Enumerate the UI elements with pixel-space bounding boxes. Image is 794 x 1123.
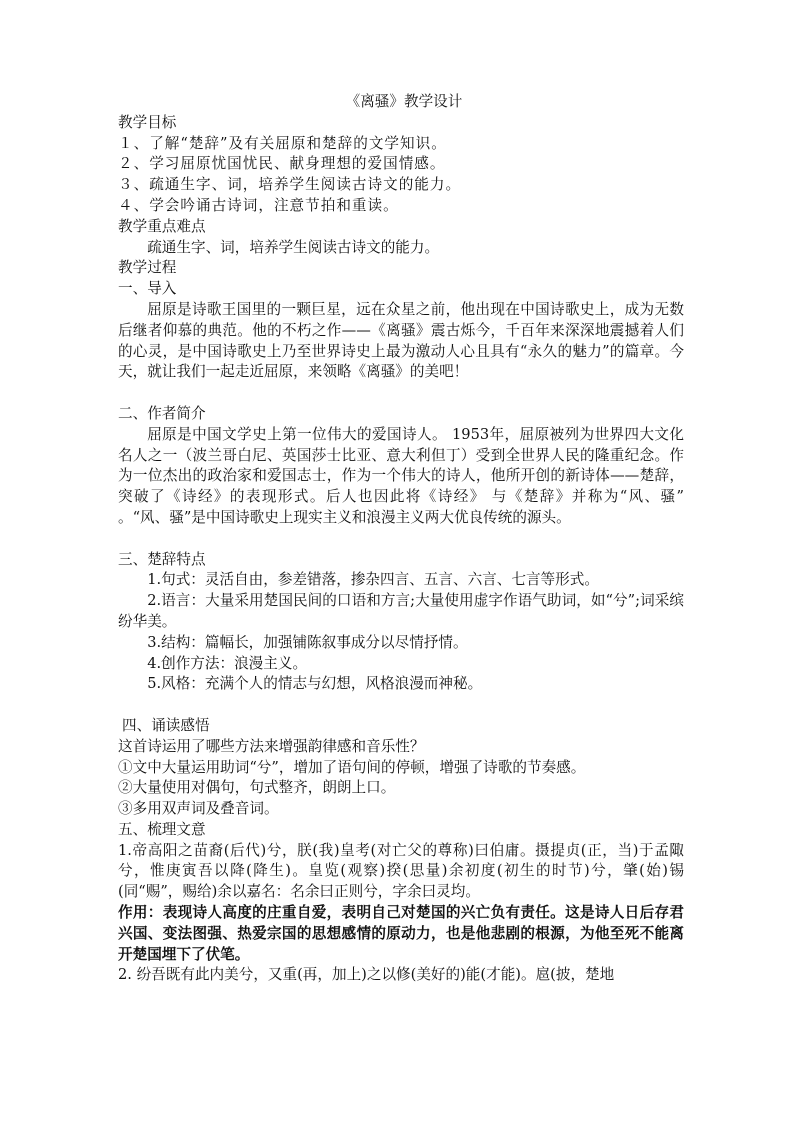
intro-text: 屈原是诗歌王国里的一颗巨星，远在众星之前，他出现在中国诗歌史上，成为无数后继者仰慕的典范。他的不朽之作——《离骚》震古烁今，千百年来深深地震撼着人们的心灵，是中国诗歌史上乃至世界诗史上最为激动人心且具有“永久的魅力”的篇章。今天，就让我们一起走近屈原，来领略《离骚》的美吧！ xyxy=(118,300,684,381)
feature-item: 3.结构：篇幅长，加强铺陈叙事成分以尽情抒情。 xyxy=(147,633,468,651)
meaning-heading: 五、梳理文意 xyxy=(118,820,206,838)
spacer xyxy=(118,529,684,550)
spacer xyxy=(118,695,684,716)
goal-item: ３、疏通生字、词，培养学生阅读古诗文的能力。 xyxy=(118,176,462,194)
goal-item: ２、学习屈原忧国忧民、献身理想的爱国情感。 xyxy=(118,155,446,173)
document-page xyxy=(118,92,684,986)
author-heading: 二、作者简介 xyxy=(118,404,206,422)
key-points-text: 疏通生字、词，培养学生阅读古诗文的能力。 xyxy=(147,238,440,256)
reading-question: 这首诗运用了哪些方法来增强韵律感和音乐性？ xyxy=(118,737,425,755)
process-heading: 教学过程 xyxy=(118,259,177,277)
reading-item: ②大量使用对偶句，句式整齐，朗朗上口。 xyxy=(118,779,396,797)
intro-heading: 一、导入 xyxy=(118,280,177,298)
document-title: 《离骚》教学设计 xyxy=(345,93,463,110)
features-heading: 三、楚辞特点 xyxy=(118,550,206,568)
reading-item: ①文中大量运用助词“兮”，增加了语句间的停顿，增强了诗歌的节奏感。 xyxy=(118,758,586,776)
feature-item: 2.语言：大量采用楚国民间的口语和方言;大量使用虚字作语气助词，如“兮”;词采缤纷华美。 xyxy=(118,592,684,630)
meaning-paragraph-1: 1.帝高阳之苗裔(后代)兮，朕(我)皇考(对亡父的尊称)曰伯庸。摄提贞(正，当)于孟陬兮，惟庚寅吾以降(降生)。皇览(观察)揆(思量)余初度(初生的时节)兮，肇(始)锡(同“赐”，赐给)余以嘉名：名余曰正则兮，字余曰灵均。 xyxy=(118,841,684,901)
meaning-effect: 作用：表现诗人高度的庄重自爱，表明自己对楚国的兴亡负有责任。这是诗人日后存君兴国、变法图强、热爱宗国的思想感情的原动力，也是他悲剧的根源，为他至死不能离开楚国埋下了伏笔。 xyxy=(118,904,684,963)
feature-item: 4.创作方法：浪漫主义。 xyxy=(147,654,308,672)
feature-item: 5.风格：充满个人的情志与幻想，风格浪漫而神秘。 xyxy=(147,675,483,693)
feature-item: 1.句式：灵活自由，参差错落，掺杂四言、五言、六言、七言等形式。 xyxy=(147,571,599,589)
reading-heading: 四、诵读感悟 xyxy=(122,716,210,734)
reading-item: ③多用双声词及叠音词。 xyxy=(118,800,279,818)
author-text: 屈原是中国文学史上第一位伟大的爱国诗人。 1953年，屈原被列为世界四大文化名人之一（波兰哥白尼、英国莎士比亚、意大利但丁）受到全世界人民的隆重纪念。作为一位杰出的政治家和爱国志士，作为一个伟大的诗人，他所开创的新诗体——楚辞，突破了《诗经》的表现形式。后人也因此将《诗经》 与《楚辞》并称为“风、骚” 。“风、骚”是中国诗歌史上现实主义和浪漫主义两大优良传统的源头。 xyxy=(118,425,684,526)
key-points-heading: 教学重点难点 xyxy=(118,217,206,235)
goal-item: ４、学会吟诵古诗词，注意节拍和重读。 xyxy=(118,196,399,214)
meaning-paragraph-2: 2. 纷吾既有此内美兮，又重(再，加上)之以修(美好的)能(才能)。扈(披，楚地 xyxy=(118,966,615,984)
goals-heading: 教学目标 xyxy=(118,113,177,131)
spacer xyxy=(118,383,684,404)
goal-item: １、了解“楚辞”及有关屈原和楚辞的文学知识。 xyxy=(118,134,447,152)
